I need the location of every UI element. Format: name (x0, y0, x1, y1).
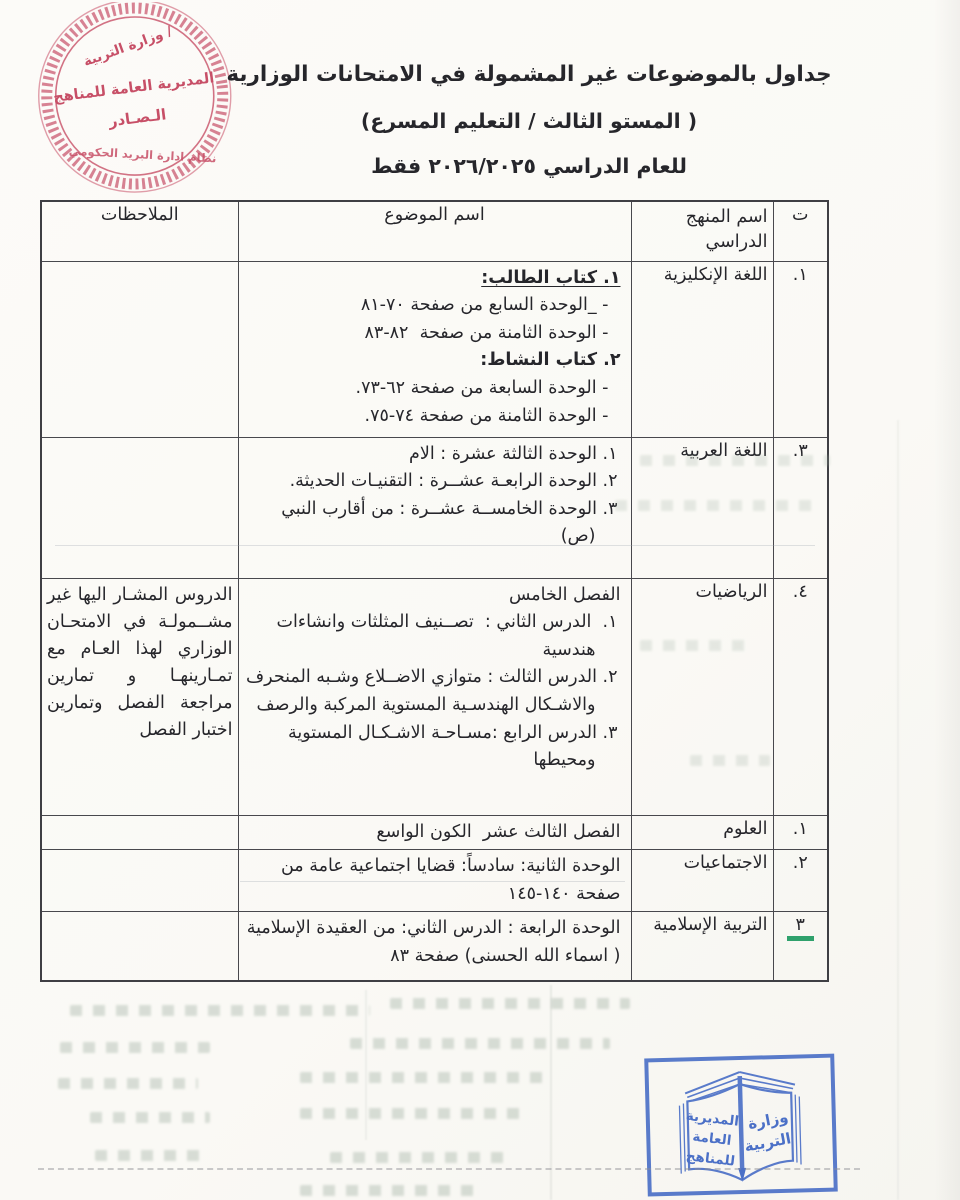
blue-stamp-left-text-1: المديرية (685, 1107, 740, 1130)
notes-cell (41, 912, 238, 981)
row-number: ٤. (773, 578, 828, 815)
page-fold-artifact (897, 420, 899, 1200)
table-header-row (41, 201, 828, 261)
topic-line: الوحدة الرابعة : الدرس الثاني: من العقيدة الإسلامية ( اسماء الله الحسنى) صفحة ٨٣ (241, 918, 621, 967)
blue-stamp-graphic (642, 1050, 842, 1200)
subject-name: التربية الإسلامية (631, 912, 773, 981)
scan-artifact-line (240, 881, 625, 882)
notes-cell (41, 850, 238, 912)
stamp-arc-top-text: وزارة التربية / (81, 23, 175, 71)
red-stamp-graphic (36, 2, 234, 194)
title-line-3: للعام الدراسي ٢٠٢٦/٢٠٢٥ فقط (371, 154, 687, 178)
row-number: ٢. (773, 850, 828, 912)
bleed-through-artifact (300, 1072, 550, 1083)
table-row-english (41, 261, 828, 437)
bleed-through-artifact (300, 1185, 480, 1196)
bleed-through-artifact (365, 990, 367, 1140)
topic-line: ١. الوحدة الثالثة عشرة : الام (409, 443, 618, 464)
bleed-through-artifact (70, 1005, 370, 1016)
topic-line: - _الوحدة السابع من صفحة ٧٠-٨١ (360, 295, 609, 316)
table-row-islamic-education (41, 912, 828, 981)
topic-line: - الوحدة الثامنة من صفحة ٧٤-٧٥. (364, 405, 609, 426)
pencil-icon (740, 1076, 742, 1168)
subject-name: اللغة العربية (631, 437, 773, 578)
dashed-separator-artifact (38, 1168, 860, 1170)
header-seq: ت (773, 201, 828, 261)
notes-cell (41, 261, 238, 437)
blue-stamp-left-text-3: للمناهج (685, 1148, 736, 1170)
title-line-2: ( المستو الثالث / التعليم المسرع) (360, 109, 698, 133)
topic-line: الفصل الخامس (508, 584, 621, 605)
red-ministry-stamp (36, 2, 234, 194)
bleed-through-artifact (330, 1152, 510, 1163)
row-number: ١. (773, 261, 828, 437)
blue-stamp-right-text-2: التربية (742, 1129, 793, 1156)
topic-line: ١. كتاب الطالب: (481, 267, 621, 288)
page-edge-shadow (934, 0, 960, 1200)
subject-name: اللغة الإنكليزية (631, 261, 773, 437)
row-number: ٣. (773, 437, 828, 578)
topic-line: - الوحدة السابعة من صفحة ٦٢-٧٣. (355, 378, 609, 399)
topic-line: ٢. كتاب النشاط: (480, 350, 621, 371)
bleed-through-artifact (90, 1112, 210, 1123)
bleed-through-artifact (390, 998, 630, 1009)
notes-cell (41, 437, 238, 578)
topic-cell (238, 912, 631, 981)
excluded-topics-table (40, 200, 829, 982)
blue-ministry-stamp (642, 1050, 842, 1200)
bleed-through-artifact (615, 500, 815, 511)
topic-line: ٣. الوحدة الخامســة عشــرة : من أقارب النبي (ص) (275, 498, 618, 547)
subject-name: الاجتماعيات (631, 850, 773, 912)
bleed-through-artifact (95, 1150, 205, 1161)
topic-cell (238, 261, 631, 437)
header-topic: اسم الموضوع (238, 201, 631, 261)
row-number: ١. (773, 815, 828, 850)
bleed-through-artifact (640, 455, 830, 466)
blue-stamp-left-text-2: العامة (691, 1128, 733, 1149)
pencil-tip (738, 1168, 746, 1182)
topic-line: ٢. الوحدة الرابعـة عشــرة : التقنيـات الحديثة. (289, 471, 618, 492)
bleed-through-artifact (350, 1038, 610, 1049)
bleed-through-artifact (690, 755, 770, 766)
header-subject: اسم المنهج الدراسي (631, 201, 773, 261)
stamp-arc-bottom-text: نظام ادارة البريد الحكومي (68, 143, 217, 166)
bleed-through-artifact (640, 640, 750, 651)
topic-line: ٢. الدرس الثالث : متوازي الاضــلاع وشـبه المنحرف والاشـكال الهندسـية المستوية المركبة والرصف (240, 667, 618, 716)
table-row-science (41, 815, 828, 850)
subject-name: الرياضيات (631, 578, 773, 815)
topic-line: الوحدة الثانية: سادساً: قضايا اجتماعية عامة من صفحة ١٤٠-١٤٥ (275, 856, 621, 904)
green-highlight-mark: ٣ (787, 915, 814, 941)
bleed-through-artifact (58, 1078, 198, 1089)
row-number (773, 912, 828, 981)
topic-line: الفصل الثالث عشر الكون الواسع (376, 821, 621, 842)
notes-cell (41, 815, 238, 850)
notes-cell: الدروس المشـار اليها غير مشــمولـة في الامتحـان الوزاري لهذا العـام مع تمـارينهـا و تمارين مراجعة الفصل وتمارين اختبار الفصل (41, 578, 238, 815)
table-row-math (41, 578, 828, 815)
topic-cell (238, 578, 631, 815)
title-line-1: جداول بالموضوعات غير المشمولة في الامتحانات الوزارية (226, 62, 832, 87)
header-notes: الملاحظات (41, 201, 238, 261)
topic-line: - الوحدة الثامنة من صفحة ٨٢-٨٣ (364, 322, 609, 343)
topic-cell (238, 437, 631, 578)
topic-line: ٣. الدرس الرابع :مسـاحـة الاشـكـال المستوية ومحيطها (282, 722, 618, 771)
scan-artifact-line (55, 545, 815, 546)
stamp-center-line2: الـصـادر (107, 105, 168, 131)
topic-cell (238, 815, 631, 850)
topic-line: ١. الدرس الثاني : تصــنيف المثلثات وانشاءات هندسية (270, 612, 618, 660)
bleed-through-artifact (60, 1042, 210, 1053)
stamp-center-line1: المديرية العامة للمناهج (52, 70, 216, 106)
bleed-through-artifact (300, 1108, 530, 1119)
blue-stamp-right-text-1: وزارة (746, 1107, 790, 1133)
document-title-block (206, 62, 852, 178)
subject-name: العلوم (631, 815, 773, 850)
